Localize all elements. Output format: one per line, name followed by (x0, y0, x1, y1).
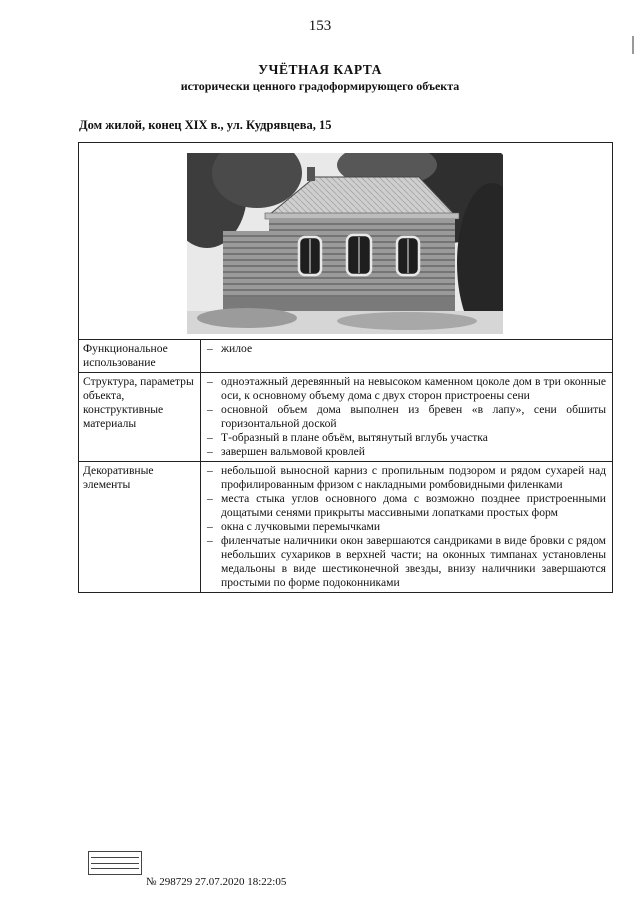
list-item: – небольшой выносной карниз с пропильным подзором и рядом сухарей над профилированным фризом с накладными ромбовидными филенками (207, 464, 606, 492)
row-content (201, 340, 612, 372)
photo-cell (79, 143, 612, 340)
object-name: Дом жилой, конец XIX в., ул. Кудрявцева, 15 (79, 118, 332, 132)
row-label: Структура, параметры объекта, конструктивные материалы (79, 373, 201, 461)
page-number: 153 (308, 18, 332, 34)
registration-stamp (88, 851, 142, 875)
list-item: – основной объем дома выполнен из бревен «в лапу», сени обшиты горизонтальной доской (207, 403, 606, 431)
table-row (79, 462, 612, 592)
page-title: УЧЁТНАЯ КАРТА (258, 62, 382, 77)
margin-mark (630, 36, 636, 54)
list-item: – филенчатые наличники окон завершаются сандриками в виде бровки с рядом небольших сухариков в верхней части; на оконных тимпанах установлены медальоны в виде шестиконечной звезды, внизу наличники завершаются простыми по форме подоконниками (207, 534, 606, 590)
list-item: – окна с лучковыми перемычками (207, 520, 606, 534)
list-item: – Т-образный в плане объём, вытянутый вглубь участка (207, 431, 606, 445)
house-photo (187, 153, 503, 334)
row-label: Декоративные элементы (79, 462, 201, 592)
row-label: Функциональное использование (79, 340, 201, 372)
list-item: – жилое (207, 342, 606, 356)
list-item: – одноэтажный деревянный на невысоком каменном цоколе дом в три оконные оси, к основному объему дома с двух сторон пристроены сени (207, 375, 606, 403)
page-subtitle: исторически ценного градоформирующего объекта (180, 79, 460, 93)
row-content (201, 373, 612, 461)
row-content (201, 462, 612, 592)
list-item: – завершен вальмовой кровлей (207, 445, 606, 459)
house-photo-icon (187, 153, 503, 334)
list-item: – места стыка углов основного дома с возможно позднее пристроенными дощатыми сенями прикрыты массивными лопатками простых форм (207, 492, 606, 520)
table-row (79, 373, 612, 462)
record-card-table (78, 142, 613, 593)
table-row (79, 340, 612, 373)
document-id: № 298729 27.07.2020 18:22:05 (146, 876, 287, 888)
